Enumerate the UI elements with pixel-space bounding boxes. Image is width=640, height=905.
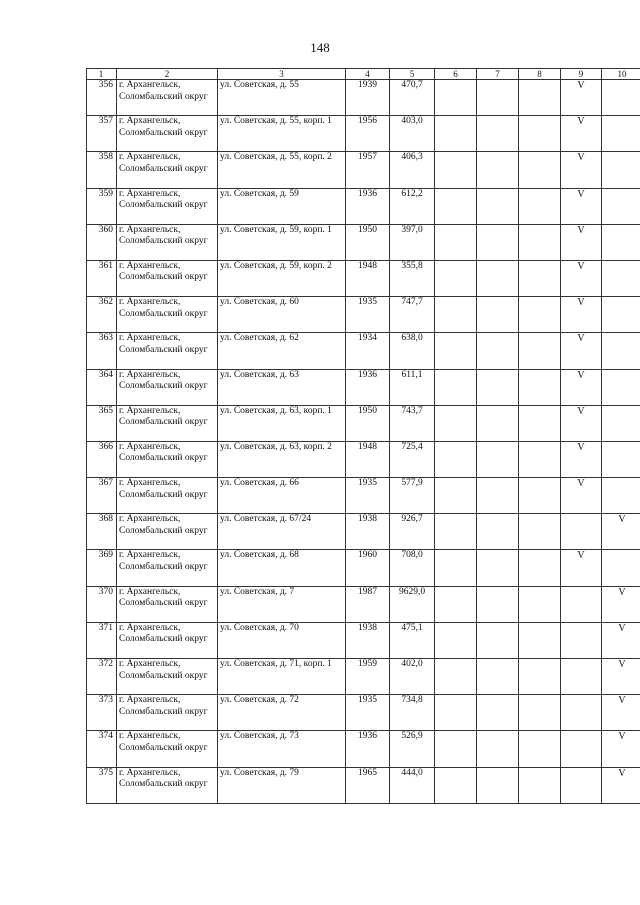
locality-cell: г. Архангельск, Соломбальский округ — [117, 297, 218, 333]
locality-cell: г. Архангельск, Соломбальский округ — [117, 622, 218, 658]
table-row — [87, 80, 640, 116]
table-row — [87, 297, 640, 333]
column-8-cell — [519, 333, 561, 369]
column-7-cell — [477, 586, 519, 622]
column-6-cell — [435, 731, 477, 767]
table-row — [87, 586, 640, 622]
column-number-header-row — [87, 69, 640, 80]
area-cell: 708,0 — [390, 550, 435, 586]
column-header: 4 — [346, 69, 390, 80]
area-cell: 747,7 — [390, 297, 435, 333]
column-9-mark: V — [561, 441, 602, 477]
year-cell: 1935 — [346, 478, 390, 514]
column-7-cell — [477, 260, 519, 296]
locality-cell: г. Архангельск, Соломбальский округ — [117, 586, 218, 622]
column-8-cell — [519, 478, 561, 514]
row-number: 362 — [87, 297, 117, 333]
area-cell: 403,0 — [390, 116, 435, 152]
address-cell: ул. Советская, д. 63, корп. 2 — [218, 441, 346, 477]
column-7-cell — [477, 224, 519, 260]
column-10-mark — [602, 369, 640, 405]
area-cell: 612,2 — [390, 188, 435, 224]
column-10-mark — [602, 80, 640, 116]
year-cell: 1948 — [346, 441, 390, 477]
row-number: 369 — [87, 550, 117, 586]
address-cell: ул. Советская, д. 55 — [218, 80, 346, 116]
column-7-cell — [477, 405, 519, 441]
row-number: 372 — [87, 659, 117, 695]
column-9-mark: V — [561, 80, 602, 116]
year-cell: 1950 — [346, 405, 390, 441]
address-cell: ул. Советская, д. 72 — [218, 695, 346, 731]
year-cell: 1935 — [346, 297, 390, 333]
column-header: 7 — [477, 69, 519, 80]
column-7-cell — [477, 514, 519, 550]
column-6-cell — [435, 441, 477, 477]
address-cell: ул. Советская, д. 59, корп. 2 — [218, 260, 346, 296]
column-8-cell — [519, 550, 561, 586]
column-7-cell — [477, 152, 519, 188]
locality-cell: г. Архангельск, Соломбальский округ — [117, 550, 218, 586]
address-cell: ул. Советская, д. 70 — [218, 622, 346, 658]
year-cell: 1987 — [346, 586, 390, 622]
column-7-cell — [477, 369, 519, 405]
column-8-cell — [519, 514, 561, 550]
row-number: 371 — [87, 622, 117, 658]
area-cell: 577,9 — [390, 478, 435, 514]
row-number: 366 — [87, 441, 117, 477]
locality-cell: г. Архангельск, Соломбальский округ — [117, 731, 218, 767]
column-6-cell — [435, 586, 477, 622]
column-10-mark — [602, 478, 640, 514]
area-cell: 470,7 — [390, 80, 435, 116]
column-7-cell — [477, 116, 519, 152]
area-cell: 725,4 — [390, 441, 435, 477]
column-9-mark: V — [561, 260, 602, 296]
year-cell: 1939 — [346, 80, 390, 116]
address-cell: ул. Советская, д. 66 — [218, 478, 346, 514]
area-cell: 9629,0 — [390, 586, 435, 622]
column-header: 2 — [117, 69, 218, 80]
row-number: 356 — [87, 80, 117, 116]
table-row — [87, 550, 640, 586]
address-cell: ул. Советская, д. 73 — [218, 731, 346, 767]
row-number: 375 — [87, 767, 117, 803]
area-cell: 926,7 — [390, 514, 435, 550]
year-cell: 1959 — [346, 659, 390, 695]
address-cell: ул. Советская, д. 59 — [218, 188, 346, 224]
area-cell: 406,3 — [390, 152, 435, 188]
column-8-cell — [519, 586, 561, 622]
locality-cell: г. Архангельск, Соломбальский округ — [117, 333, 218, 369]
row-number: 363 — [87, 333, 117, 369]
column-7-cell — [477, 441, 519, 477]
column-7-cell — [477, 622, 519, 658]
table-row — [87, 478, 640, 514]
column-header: 10 — [602, 69, 640, 80]
column-10-mark: V — [602, 622, 640, 658]
column-9-mark — [561, 695, 602, 731]
column-7-cell — [477, 695, 519, 731]
address-cell: ул. Советская, д. 71, корп. 1 — [218, 659, 346, 695]
column-6-cell — [435, 224, 477, 260]
column-6-cell — [435, 260, 477, 296]
row-number: 359 — [87, 188, 117, 224]
locality-cell: г. Архангельск, Соломбальский округ — [117, 80, 218, 116]
table-row — [87, 405, 640, 441]
row-number: 374 — [87, 731, 117, 767]
address-cell: ул. Советская, д. 55, корп. 1 — [218, 116, 346, 152]
table-row — [87, 369, 640, 405]
column-8-cell — [519, 224, 561, 260]
column-6-cell — [435, 478, 477, 514]
address-cell: ул. Советская, д. 7 — [218, 586, 346, 622]
table-row — [87, 695, 640, 731]
address-cell: ул. Советская, д. 68 — [218, 550, 346, 586]
table-body — [87, 80, 640, 804]
column-6-cell — [435, 116, 477, 152]
column-6-cell — [435, 695, 477, 731]
column-10-mark — [602, 297, 640, 333]
column-9-mark: V — [561, 152, 602, 188]
year-cell: 1960 — [346, 550, 390, 586]
locality-cell: г. Архангельск, Соломбальский округ — [117, 260, 218, 296]
locality-cell: г. Архангельск, Соломбальский округ — [117, 695, 218, 731]
year-cell: 1938 — [346, 514, 390, 550]
address-cell: ул. Советская, д. 67/24 — [218, 514, 346, 550]
locality-cell: г. Архангельск, Соломбальский округ — [117, 152, 218, 188]
column-6-cell — [435, 767, 477, 803]
column-header: 3 — [218, 69, 346, 80]
locality-cell: г. Архангельск, Соломбальский округ — [117, 514, 218, 550]
area-cell: 444,0 — [390, 767, 435, 803]
table-row — [87, 260, 640, 296]
column-header: 6 — [435, 69, 477, 80]
locality-cell: г. Архангельск, Соломбальский округ — [117, 188, 218, 224]
table-row — [87, 116, 640, 152]
row-number: 367 — [87, 478, 117, 514]
column-10-mark — [602, 188, 640, 224]
year-cell: 1936 — [346, 731, 390, 767]
row-number: 373 — [87, 695, 117, 731]
column-header: 1 — [87, 69, 117, 80]
column-8-cell — [519, 622, 561, 658]
column-9-mark: V — [561, 333, 602, 369]
area-cell: 611,1 — [390, 369, 435, 405]
locality-cell: г. Архангельск, Соломбальский округ — [117, 369, 218, 405]
column-6-cell — [435, 405, 477, 441]
column-8-cell — [519, 659, 561, 695]
table-row — [87, 659, 640, 695]
column-9-mark: V — [561, 297, 602, 333]
year-cell: 1936 — [346, 188, 390, 224]
column-9-mark — [561, 767, 602, 803]
row-number: 368 — [87, 514, 117, 550]
column-6-cell — [435, 659, 477, 695]
year-cell: 1948 — [346, 260, 390, 296]
row-number: 361 — [87, 260, 117, 296]
table-row — [87, 441, 640, 477]
column-6-cell — [435, 514, 477, 550]
column-6-cell — [435, 369, 477, 405]
column-8-cell — [519, 767, 561, 803]
year-cell: 1936 — [346, 369, 390, 405]
row-number: 370 — [87, 586, 117, 622]
column-10-mark: V — [602, 659, 640, 695]
column-10-mark — [602, 260, 640, 296]
locality-cell: г. Архангельск, Соломбальский округ — [117, 405, 218, 441]
column-8-cell — [519, 260, 561, 296]
column-8-cell — [519, 297, 561, 333]
column-9-mark — [561, 731, 602, 767]
column-9-mark: V — [561, 116, 602, 152]
locality-cell: г. Архангельск, Соломбальский округ — [117, 116, 218, 152]
column-9-mark — [561, 586, 602, 622]
year-cell: 1956 — [346, 116, 390, 152]
area-cell: 475,1 — [390, 622, 435, 658]
column-10-mark: V — [602, 514, 640, 550]
year-cell: 1935 — [346, 695, 390, 731]
address-cell: ул. Советская, д. 62 — [218, 333, 346, 369]
address-cell: ул. Советская, д. 59, корп. 1 — [218, 224, 346, 260]
area-cell: 397,0 — [390, 224, 435, 260]
area-cell: 743,7 — [390, 405, 435, 441]
column-6-cell — [435, 622, 477, 658]
column-8-cell — [519, 152, 561, 188]
year-cell: 1957 — [346, 152, 390, 188]
area-cell: 638,0 — [390, 333, 435, 369]
column-10-mark — [602, 441, 640, 477]
column-10-mark — [602, 333, 640, 369]
address-cell: ул. Советская, д. 63, корп. 1 — [218, 405, 346, 441]
row-number: 358 — [87, 152, 117, 188]
column-9-mark: V — [561, 550, 602, 586]
year-cell: 1934 — [346, 333, 390, 369]
column-6-cell — [435, 297, 477, 333]
column-7-cell — [477, 550, 519, 586]
column-10-mark — [602, 224, 640, 260]
column-header: 5 — [390, 69, 435, 80]
column-header: 8 — [519, 69, 561, 80]
column-10-mark — [602, 116, 640, 152]
page-number: 148 — [310, 40, 330, 55]
column-6-cell — [435, 80, 477, 116]
column-9-mark — [561, 659, 602, 695]
column-9-mark: V — [561, 224, 602, 260]
column-10-mark: V — [602, 695, 640, 731]
column-10-mark — [602, 550, 640, 586]
column-10-mark — [602, 405, 640, 441]
table-row — [87, 731, 640, 767]
column-6-cell — [435, 550, 477, 586]
column-8-cell — [519, 188, 561, 224]
locality-cell: г. Архангельск, Соломбальский округ — [117, 224, 218, 260]
column-7-cell — [477, 659, 519, 695]
locality-cell: г. Архангельск, Соломбальский округ — [117, 767, 218, 803]
column-8-cell — [519, 695, 561, 731]
column-8-cell — [519, 405, 561, 441]
table-row — [87, 514, 640, 550]
column-7-cell — [477, 333, 519, 369]
table-row — [87, 767, 640, 803]
column-7-cell — [477, 80, 519, 116]
table-row — [87, 622, 640, 658]
column-10-mark: V — [602, 767, 640, 803]
row-number: 360 — [87, 224, 117, 260]
column-10-mark: V — [602, 731, 640, 767]
housing-registry-table — [86, 68, 640, 804]
year-cell: 1938 — [346, 622, 390, 658]
column-9-mark — [561, 622, 602, 658]
locality-cell: г. Архангельск, Соломбальский округ — [117, 659, 218, 695]
column-7-cell — [477, 297, 519, 333]
column-8-cell — [519, 441, 561, 477]
locality-cell: г. Архангельск, Соломбальский округ — [117, 478, 218, 514]
address-cell: ул. Советская, д. 60 — [218, 297, 346, 333]
column-9-mark: V — [561, 405, 602, 441]
column-9-mark: V — [561, 478, 602, 514]
year-cell: 1965 — [346, 767, 390, 803]
column-header: 9 — [561, 69, 602, 80]
column-7-cell — [477, 767, 519, 803]
column-9-mark: V — [561, 369, 602, 405]
column-9-mark — [561, 514, 602, 550]
column-9-mark: V — [561, 188, 602, 224]
column-8-cell — [519, 731, 561, 767]
column-6-cell — [435, 188, 477, 224]
address-cell: ул. Советская, д. 63 — [218, 369, 346, 405]
row-number: 364 — [87, 369, 117, 405]
area-cell: 355,8 — [390, 260, 435, 296]
column-7-cell — [477, 731, 519, 767]
table-row — [87, 333, 640, 369]
year-cell: 1950 — [346, 224, 390, 260]
table-row — [87, 152, 640, 188]
row-number: 357 — [87, 116, 117, 152]
table-row — [87, 224, 640, 260]
column-6-cell — [435, 333, 477, 369]
area-cell: 734,8 — [390, 695, 435, 731]
table-row — [87, 188, 640, 224]
address-cell: ул. Советская, д. 55, корп. 2 — [218, 152, 346, 188]
column-8-cell — [519, 80, 561, 116]
column-6-cell — [435, 152, 477, 188]
row-number: 365 — [87, 405, 117, 441]
column-8-cell — [519, 369, 561, 405]
column-10-mark — [602, 152, 640, 188]
column-10-mark: V — [602, 586, 640, 622]
area-cell: 526,9 — [390, 731, 435, 767]
column-8-cell — [519, 116, 561, 152]
column-7-cell — [477, 478, 519, 514]
area-cell: 402,0 — [390, 659, 435, 695]
locality-cell: г. Архангельск, Соломбальский округ — [117, 441, 218, 477]
address-cell: ул. Советская, д. 79 — [218, 767, 346, 803]
column-7-cell — [477, 188, 519, 224]
